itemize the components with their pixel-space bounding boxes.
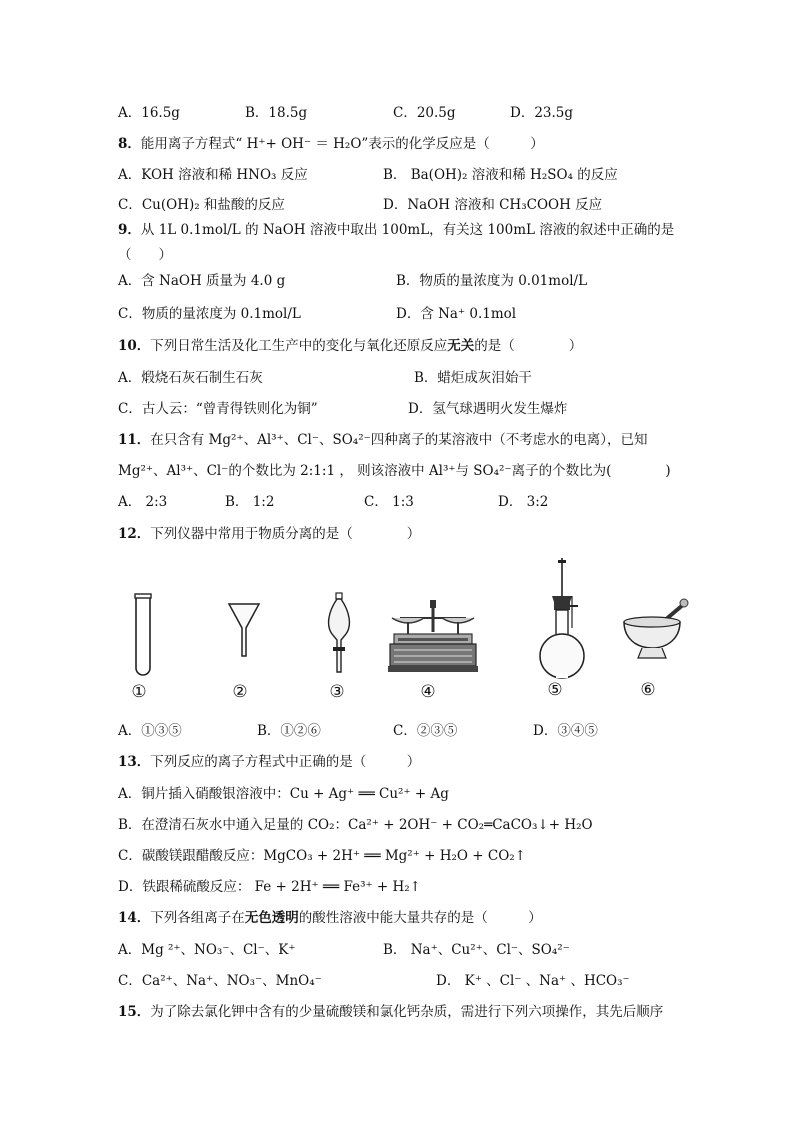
q7-option-a: A．16.5g (118, 105, 180, 121)
balance-scale-icon (388, 598, 478, 676)
apparatus-label-4: ④ (420, 682, 436, 702)
q14-option-c: C．Ca²⁺、Na⁺、NO₃⁻、MnO₄⁻ (118, 973, 322, 989)
q13-option-a: A．铜片插入硝酸银溶液中：Cu + Ag⁺ ══ Cu²⁺ + Ag (118, 786, 449, 802)
q9-option-b: B．物质的量浓度为 0.01mol/L (396, 273, 588, 289)
apparatus-label-3: ③ (329, 682, 345, 702)
q11-option-a: A． 2:3 (118, 494, 168, 510)
q14-stem-b: 的酸性溶液中能大量共存的是（ ） (298, 910, 542, 926)
apparatus-label-2: ② (232, 682, 248, 702)
q14-option-a: A．Mg ²⁺、NO₃⁻、Cl⁻、K⁺ (118, 942, 296, 958)
q9-option-a: A．含 NaOH 质量为 4.0 g (118, 273, 286, 289)
q10-option-a: A．煅烧石灰石制生石灰 (118, 370, 263, 386)
q10-option-d: D．氢气球遇明火发生爆炸 (408, 401, 568, 417)
q15-number: 15． (118, 1004, 151, 1020)
q8-number: 8． (118, 136, 141, 152)
q9-stem-line (118, 220, 674, 240)
q8-stem: 能用离子方程式“ H⁺+ OH⁻ ＝ H₂O”表示的化学反应是（ ） (140, 136, 544, 152)
q14-number: 14． (118, 910, 151, 926)
q8-stem-line (118, 134, 544, 154)
q8-option-d: D．NaOH 溶液和 CH₃COOH 反应 (383, 197, 603, 213)
distillation-flask-icon (532, 556, 592, 680)
q14-stem-emphasis: 无色透明 (244, 910, 299, 926)
q7-option-d: D．23.5g (510, 105, 574, 121)
q14-option-b: B． Na⁺、Cu²⁺、Cl⁻、SO₄²⁻ (383, 942, 570, 958)
q7-option-b: B．18.5g (245, 105, 308, 121)
q11-number: 11． (118, 432, 151, 448)
q8-option-c: C．Cu(OH)₂ 和盐酸的反应 (118, 197, 285, 213)
separatory-funnel-icon (322, 592, 356, 676)
q13-number: 13． (118, 754, 151, 770)
mortar-pestle-icon (622, 598, 692, 662)
q11-option-d: D． 3:2 (498, 494, 549, 510)
q12-option-d: D．③④⑤ (533, 723, 598, 739)
q12-option-a: A．①③⑤ (118, 723, 182, 739)
q11-stem-line2: Mg²⁺、Al³⁺、Cl⁻的个数比为 2:1:1 ， 则该溶液中 Al³⁺与 SO₄²⁻离子的个数比为( ) (118, 463, 671, 479)
q15-stem: 为了除去氯化钾中含有的少量硫酸镁和氯化钙杂质，需进行下列六项操作，其先后顺序 (150, 1004, 664, 1020)
q15-stem-line (118, 1002, 663, 1022)
q8-option-b: B． Ba(OH)₂ 溶液和稀 H₂SO₄ 的反应 (383, 167, 618, 183)
q12-number: 12． (118, 526, 151, 542)
q10-option-b: B．蜡炬成灰泪始干 (414, 370, 532, 386)
q12-option-b: B．①②⑥ (257, 723, 321, 739)
q13-option-b: B．在澄清石灰水中通入足量的 CO₂：Ca²⁺ + 2OH⁻ + CO₂═CaCO₃↓+ H₂O (118, 817, 593, 833)
funnel-icon (226, 600, 262, 660)
q10-stem-line (118, 336, 582, 356)
q11-stem: 在只含有 Mg²⁺、Al³⁺、Cl⁻、SO₄²⁻四种离子的某溶液中（不考虑水的电离），已知 (150, 432, 648, 448)
q11-stem-line (118, 430, 647, 450)
q10-option-c: C．古人云：“曾青得铁则化为铜” (118, 401, 318, 417)
q10-stem-emphasis: 无关 (447, 338, 475, 354)
q9-stem-paren: （ ） (118, 247, 172, 263)
q14-stem-line (118, 908, 542, 928)
q8-option-a: A．KOH 溶液和稀 HNO₃ 反应 (118, 167, 308, 183)
q9-stem: 从 1L 0.1mol/L 的 NaOH 溶液中取出 100mL，有关这 100mL 溶液的叙述中正确的是 (140, 222, 675, 238)
q10-number: 10． (118, 338, 151, 354)
q14-option-d: D． K⁺ 、Cl⁻ 、Na⁺ 、HCO₃⁻ (436, 973, 630, 989)
q12-stem: 下列仪器中常用于物质分离的是（ ） (150, 526, 421, 542)
q11-option-c: C． 1:3 (364, 494, 414, 510)
q13-stem: 下列反应的离子方程式中正确的是（ ） (150, 754, 421, 770)
q13-option-d: D．铁跟稀硫酸反应： Fe + 2H⁺ ══ Fe³⁺ + H₂↑ (118, 879, 421, 895)
q12-option-c: C．②③⑤ (393, 723, 458, 739)
apparatus-label-1: ① (131, 682, 147, 702)
apparatus-label-5: ⑤ (547, 680, 563, 700)
q11-option-b: B． 1:2 (225, 494, 275, 510)
q7-option-c: C．20.5g (393, 105, 456, 121)
q14-stem-a: 下列各组离子在 (150, 910, 245, 926)
test-tube-icon (128, 592, 158, 682)
q10-stem-a: 下列日常生活及化工生产中的变化与氧化还原反应 (150, 338, 448, 354)
q10-stem-b: 的是（ ） (474, 338, 583, 354)
q13-option-c: C．碳酸镁跟醋酸反应：MgCO₃ + 2H⁺ ══ Mg²⁺ + H₂O + CO₂↑ (118, 848, 526, 864)
q13-stem-line (118, 752, 420, 772)
q9-option-d: D．含 Na⁺ 0.1mol (396, 306, 517, 322)
q12-stem-line (118, 524, 420, 544)
q9-option-c: C．物质的量浓度为 0.1mol/L (118, 306, 301, 322)
apparatus-label-6: ⑥ (640, 680, 656, 700)
q9-number: 9． (118, 222, 141, 238)
